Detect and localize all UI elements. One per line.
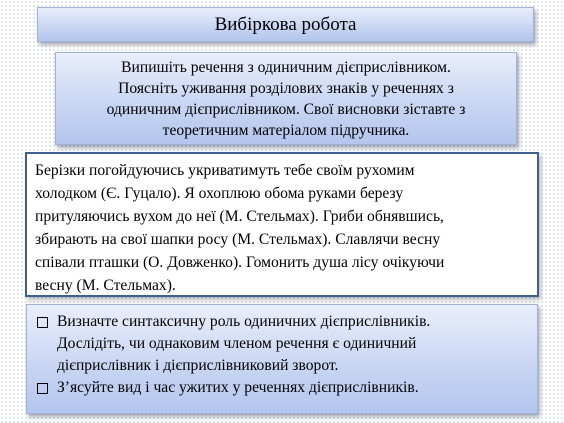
question-item: [36, 377, 537, 399]
task-line: Випишіть речення з одиничним дієприслівником.: [121, 58, 451, 76]
task-line: Поясніть уживання розділових знаків у реченнях з: [118, 79, 454, 97]
text-line: збирають на свої шапки росу (М. Стельмах). Славлячи весну: [35, 231, 441, 248]
text-line: притуляючись вухом до неї (М. Стельмах). Гриби обнявшись,: [35, 208, 444, 225]
title-box: [37, 7, 534, 42]
exercise-text-box: [25, 152, 539, 297]
checkbox-icon: [37, 383, 48, 394]
question-line: Дослідіть, чи однаковим членом речення є одиничний: [57, 335, 417, 352]
text-line: весну (М. Стельмах).: [35, 277, 176, 294]
page-title: Вибіркова робота: [214, 13, 357, 35]
task-instructions-box: [55, 52, 517, 145]
question-line: дієприслівник і дієприслівниковий зворот.: [57, 357, 339, 374]
question-line: З’ясуйте вид і час ужитих у реченнях дієприслівників.: [57, 379, 419, 396]
text-line: холодком (Є. Гуцало). Я охоплюю обома руками березу: [35, 185, 404, 202]
text-line: співали пташки (О. Довженко). Гомонить душа лісу очікуючи: [35, 254, 445, 271]
question-line: Визначте синтаксичну роль одиничних дієприслівників.: [57, 313, 431, 330]
checkbox-icon: [37, 317, 48, 328]
task-line: одиничним дієприслівником. Свої висновки зіставте з: [106, 100, 466, 118]
text-line: Берізки погойдуючись укриватимуть тебе своїм рухомим: [35, 162, 415, 179]
question-item: [36, 311, 537, 377]
questions-box: [26, 304, 538, 414]
task-line: теоретичним матеріалом підручника.: [162, 121, 410, 139]
